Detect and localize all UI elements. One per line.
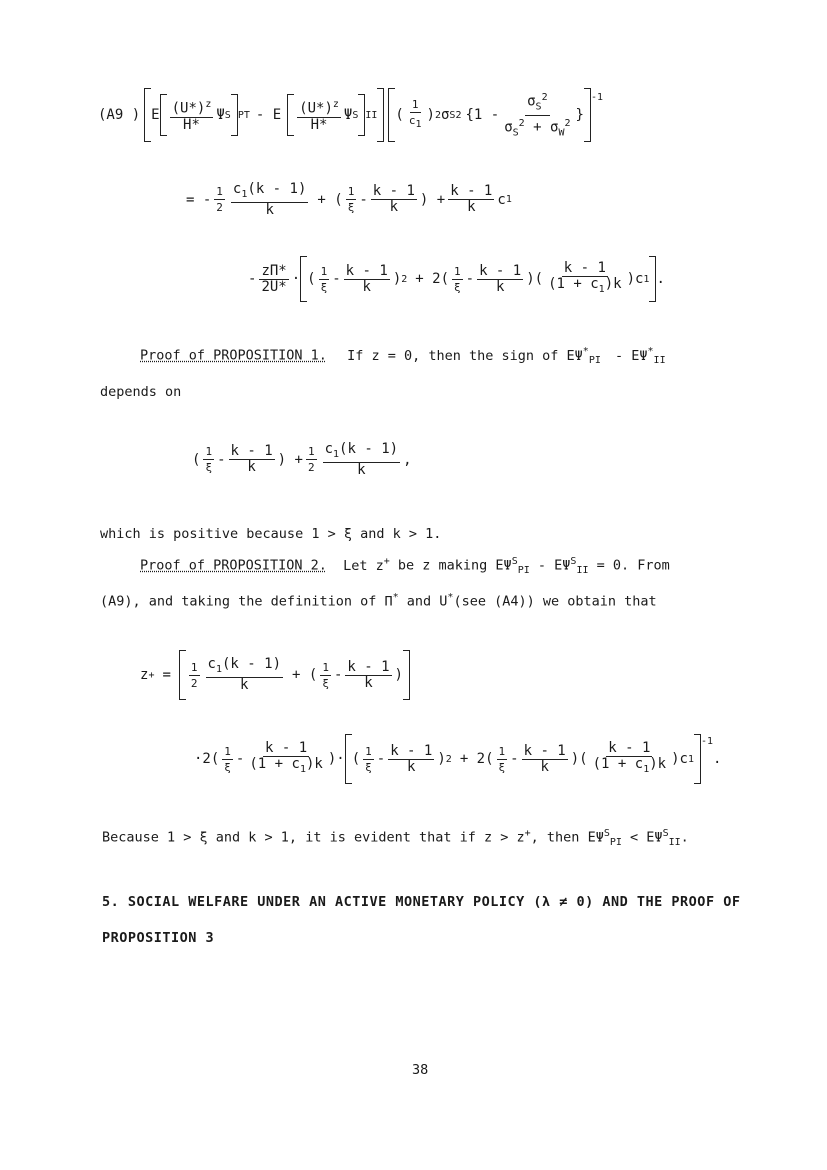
plus-open: + (: [317, 191, 343, 208]
fraction-1-c1: [407, 97, 424, 132]
proof1-sub-pi: PI: [588, 355, 601, 367]
den-sub1: 1: [598, 283, 605, 295]
expr-minus: -: [217, 451, 226, 468]
line5-den-sub: 1: [299, 763, 306, 775]
line5-xi3: [497, 744, 508, 775]
proof2-line: [140, 556, 670, 576]
depends-on: depends on: [100, 384, 182, 400]
zplus-eq: =: [162, 667, 171, 683]
line5-sq: 2: [445, 753, 452, 765]
zplus-c: c: [207, 656, 216, 673]
den-c1k: (1 + c: [548, 276, 599, 293]
proof1-line: [140, 346, 666, 366]
pi-star: *: [392, 592, 399, 603]
equation-line-2: [186, 182, 512, 218]
line5-xi2-den: ξ: [365, 760, 372, 774]
k1-fraction-3: [344, 264, 390, 295]
plus-two: + 2(: [415, 271, 450, 287]
because-text: Because 1 > ξ and k > 1, it is evident that if z > z: [102, 829, 525, 846]
u-star: *: [447, 592, 454, 603]
ratio-num: σ: [527, 93, 536, 110]
zplus-c-den: k: [240, 676, 249, 693]
zplus-half: [189, 660, 200, 691]
expr-half: [306, 444, 317, 475]
line5-k1c-den: k: [540, 758, 549, 775]
ratio-den-plus: + σ: [533, 119, 559, 136]
brace-close: }: [575, 107, 584, 123]
expr-half-num: 1: [307, 445, 315, 459]
line5-plus2: + 2(: [459, 751, 494, 767]
dot: ·: [291, 271, 301, 287]
last-fraction: [448, 184, 494, 215]
term2-den: H*: [310, 116, 328, 133]
line5-close-dot: )·: [327, 751, 345, 767]
ratio-den-sub: S: [512, 126, 519, 138]
sq-close: ): [392, 271, 402, 287]
sub-ii: II: [365, 109, 378, 121]
minus-sign: -: [359, 191, 368, 208]
expr-k1: [229, 444, 275, 475]
line5-minus: -: [235, 751, 245, 767]
line5-last-sub: 1: [643, 763, 650, 775]
exp-z2: z: [332, 99, 339, 111]
line5-sqclose: ): [437, 751, 446, 767]
line5-last-den: (1 + c: [592, 756, 644, 773]
xi3: ξ: [320, 280, 328, 294]
proof2-minus: - EΨ: [537, 557, 571, 574]
zpi-fraction: [259, 264, 288, 295]
sigma-sub: S: [449, 109, 456, 121]
proof2-sup-s: S: [511, 556, 518, 567]
line5-k1-num: k - 1: [265, 740, 308, 757]
minus3b: -: [465, 271, 475, 287]
line5-k1b: k - 1: [390, 742, 433, 759]
paren3-open: (: [307, 271, 316, 287]
zplus-plus: + (: [292, 667, 318, 683]
minus3: -: [332, 271, 341, 287]
one-minus: {1 -: [465, 107, 500, 123]
line5-kb: k: [407, 758, 416, 775]
k1-num3: k - 1: [345, 262, 388, 279]
line5-minus2: -: [376, 751, 386, 767]
proof2-sup-s2: S: [570, 556, 577, 567]
ratio-den-sq: 2: [518, 117, 525, 129]
because-then: , then EΨ: [530, 829, 604, 846]
star1: *: [582, 346, 589, 357]
line5-c1-sub: 1: [687, 753, 694, 765]
zplus-equation: z + = $\frac{1}{2}$ $\frac{c_1(k - 1)}{k}$ + ( $\frac{1}{\xi}$ - $\frac{k - 1}{k}$ ): [140, 650, 410, 700]
sub-w: W: [558, 126, 565, 138]
proof2-heading: Proof of PROPOSITION 2.: [140, 557, 327, 574]
one-over-xi: [346, 184, 357, 215]
zplus-k1-den: k: [364, 674, 373, 691]
bracket-close-inner: [231, 94, 238, 136]
k1-fraction: [371, 184, 417, 215]
one3: 1: [320, 264, 328, 278]
proof2-sub-ii: II: [576, 565, 589, 577]
line5-minus3: -: [510, 751, 519, 767]
sup-s: S: [224, 109, 231, 121]
line5-bracket-close: [694, 734, 701, 784]
one-over-xi-3: [319, 264, 330, 295]
k1-fraction-3b: [477, 264, 523, 295]
zplus-bracket-close: [403, 650, 410, 700]
zplus-lhs: z: [140, 667, 149, 683]
line5-end: .: [713, 751, 722, 767]
line5-bracket-open: [345, 734, 352, 784]
zplus-c-rest: (k - 1): [222, 656, 282, 673]
bracket-close: [377, 88, 384, 142]
ratio-num-sub: S: [535, 101, 542, 113]
c1k-sub: 1: [241, 188, 248, 200]
line5-xi2: [363, 744, 374, 775]
bracket-open-2: [388, 88, 395, 142]
expr-close-plus: ) +: [277, 451, 303, 468]
close-plus: ) +: [419, 191, 446, 208]
paren-open: (: [395, 107, 404, 123]
because-plus: +: [524, 828, 531, 839]
proof2-sub-pi: PI: [517, 565, 530, 577]
line5-den: (1 + c: [249, 756, 300, 773]
k-den3: k: [362, 278, 371, 295]
star2: *: [647, 346, 654, 357]
line5-k1c: [522, 744, 568, 775]
expr-c-den: k: [357, 461, 366, 478]
bracket3-open: [300, 256, 307, 302]
half-num: 1: [216, 185, 223, 199]
sigma: σ: [440, 107, 450, 123]
term1-den: H*: [183, 116, 200, 133]
fraction-term1: [170, 97, 214, 133]
sub-one: 1: [415, 119, 422, 131]
line5-closeparen: )(: [570, 751, 588, 767]
page-number: 38: [412, 1062, 429, 1078]
sup-s2: S: [352, 109, 359, 121]
line5-k1c-num: k - 1: [523, 742, 566, 759]
proof2-a9: (A9), and taking the definition of Π: [100, 593, 393, 610]
last-den: k: [467, 199, 476, 216]
line5-xi-den: ξ: [224, 760, 231, 774]
bracket-open-inner2: [287, 94, 294, 136]
fraction-term2: [297, 97, 341, 133]
xi-den: ξ: [347, 201, 355, 215]
square2: 2: [455, 109, 462, 121]
sq3: 2: [401, 273, 408, 285]
inverse-exponent: -1: [590, 91, 603, 103]
zplus-lhs-sup: +: [148, 669, 155, 681]
line5-last-rest: )k: [649, 756, 667, 773]
line5-one2: 1: [365, 744, 372, 758]
c1k-den: k: [265, 201, 274, 218]
bracket3-close: [649, 256, 656, 302]
zplus-xi-num: 1: [322, 660, 329, 674]
one-over-xi-3b: [452, 264, 463, 295]
because-end: .: [680, 829, 689, 846]
expr-xi: ξ: [205, 461, 213, 475]
k1-num3c: k - 1: [563, 260, 606, 277]
eq-lead: = -: [186, 191, 212, 208]
equation-a9: (A9 ) E $\frac{(U*)^z}{H*}$ Ψ S PT - E $\frac{(U*)^z}{H*}$ Ψ S II ( $\frac{1}{c_1}$ ) 2 σ S 2 {1 - $\frac{\sigma_S^2}{\sigma_S^2 + \sigma_W^2}$ } $^{-1}$: [98, 88, 603, 142]
c1k-fraction: [231, 182, 308, 218]
psi-symbol2: Ψ: [343, 107, 353, 123]
proof1-minus: - EΨ: [615, 347, 648, 364]
line5-one3: 1: [498, 744, 506, 758]
line5-den-rest: )k: [305, 756, 323, 773]
eq3-end: .: [656, 271, 665, 287]
expr-half-den: 2: [307, 461, 315, 475]
c-letter: c: [408, 114, 416, 128]
equation-line-3: [248, 256, 665, 302]
because-sup: S: [603, 828, 610, 839]
expr-one: 1: [205, 445, 213, 459]
bracket-open: [144, 88, 151, 142]
because-sub-pi: PI: [609, 837, 622, 849]
square: 2: [434, 109, 441, 121]
expr-one-over-xi: [203, 444, 214, 475]
zplus-k1: [345, 660, 391, 691]
den-rest: )k: [604, 276, 622, 293]
c1k-c: c: [232, 181, 242, 197]
c1-letter: c: [497, 191, 506, 208]
expr-c1: $\frac{c_1(k - 1)}{k}$: [324, 441, 399, 478]
eq3-lead: -: [248, 271, 257, 287]
one: 1: [411, 98, 419, 112]
psi-symbol: Ψ: [216, 107, 225, 123]
positive-sentence: which is positive because 1 > ξ and k > 1.: [100, 526, 442, 542]
proof2-line2: [100, 592, 657, 610]
expr-c: c: [324, 441, 334, 457]
section-heading-line2: PROPOSITION 3: [102, 930, 215, 946]
zplus-bracket-open: [179, 650, 186, 700]
variance-ratio: [502, 90, 572, 140]
proof2-equals: = 0. From: [596, 557, 670, 574]
zplus-sup: +: [383, 556, 390, 567]
zplus-c-sub: 1: [215, 663, 222, 675]
k-den3b: k: [495, 278, 505, 295]
line5-last-num: k - 1: [608, 740, 651, 757]
proof1-text: If z = 0, then the sign of EΨ: [347, 347, 583, 364]
zplus-minus: -: [333, 667, 343, 683]
line5-xi: [222, 744, 233, 775]
equation-label: (A9 ): [98, 107, 141, 123]
section-heading-line1: 5. SOCIAL WELFARE UNDER AN ACTIVE MONETARY POLICY (λ ≠ 0) AND THE PROOF OF: [102, 894, 741, 910]
k1-num: k - 1: [372, 183, 415, 200]
proof2-obtain: (see (A4)) we obtain that: [453, 593, 657, 610]
xi-num: 1: [347, 185, 355, 199]
c1-3-sub: 1: [643, 273, 650, 285]
because-lt: < EΨ: [630, 829, 663, 846]
term2-num: (U*): [299, 100, 333, 117]
because-sentence: [102, 828, 689, 848]
proof1-heading: Proof of PROPOSITION 1.: [140, 347, 327, 364]
zpi-num: zΠ*: [261, 262, 287, 279]
bracket-open-inner: [160, 94, 167, 136]
c1-3: )c: [626, 271, 644, 287]
k1-den: k: [389, 199, 399, 216]
c1-sub: 1: [505, 194, 512, 206]
line5-lead: ·2(: [194, 751, 220, 767]
k1-over-c1k: [546, 261, 623, 297]
expr-comma: ,: [403, 451, 412, 468]
c1k-rest: (k - 1): [247, 181, 307, 197]
half-den: 2: [216, 201, 223, 215]
line5-paren: (: [351, 751, 361, 767]
zpi-den: 2U*: [261, 278, 287, 295]
last-num: k - 1: [450, 183, 493, 200]
expr-c-rest: (k - 1): [339, 441, 399, 457]
ratio-den-sq2: 2: [564, 117, 571, 129]
expectation-symbol: E: [151, 107, 160, 123]
expr-open: (: [192, 451, 201, 468]
zplus-c1k: [206, 657, 283, 693]
proof2-making: be z making EΨ: [397, 557, 512, 574]
half-fraction: [214, 184, 225, 215]
zplus-xi: [320, 660, 331, 691]
bracket-close-inner2: [358, 94, 365, 136]
expression-1: [192, 442, 412, 478]
bracket-close-2: [584, 88, 591, 142]
line5-k1c1k-2: [591, 741, 668, 777]
equation-line-5: [194, 734, 721, 784]
because-sub-ii: II: [668, 837, 681, 849]
minus-e: - E: [255, 107, 282, 123]
line5-k1: [388, 744, 434, 775]
line5-one: 1: [224, 744, 231, 758]
ratio-den-a: σ: [504, 119, 513, 136]
one3b: 1: [454, 264, 461, 278]
line5-c1: )c: [671, 751, 688, 767]
ratio-num-sq: 2: [541, 92, 548, 104]
term1-num: (U*): [171, 100, 206, 117]
zplus-xi-den: ξ: [322, 676, 329, 690]
because-sup2: S: [662, 828, 669, 839]
expr-k1-num: k - 1: [230, 443, 273, 460]
close-paren: )(: [526, 271, 544, 287]
sub-pi: PT: [237, 109, 250, 121]
line5-inverse: -1: [700, 735, 714, 747]
line5-xi3-den: ξ: [498, 760, 506, 774]
line5-k1c1k: [247, 741, 324, 777]
proof2-and-u: and U: [406, 593, 448, 610]
zplus-half-num: 1: [190, 660, 198, 674]
expr-k-den: k: [247, 459, 256, 476]
proof2-let: Let z: [343, 557, 384, 574]
proof1-sub-ii: II: [653, 355, 666, 367]
zplus-k1-num: k - 1: [347, 658, 390, 675]
k1-num3b: k - 1: [479, 262, 522, 279]
xi3b: ξ: [454, 280, 461, 294]
exp-z: z: [205, 99, 212, 111]
zplus-half-den: 2: [190, 676, 198, 690]
